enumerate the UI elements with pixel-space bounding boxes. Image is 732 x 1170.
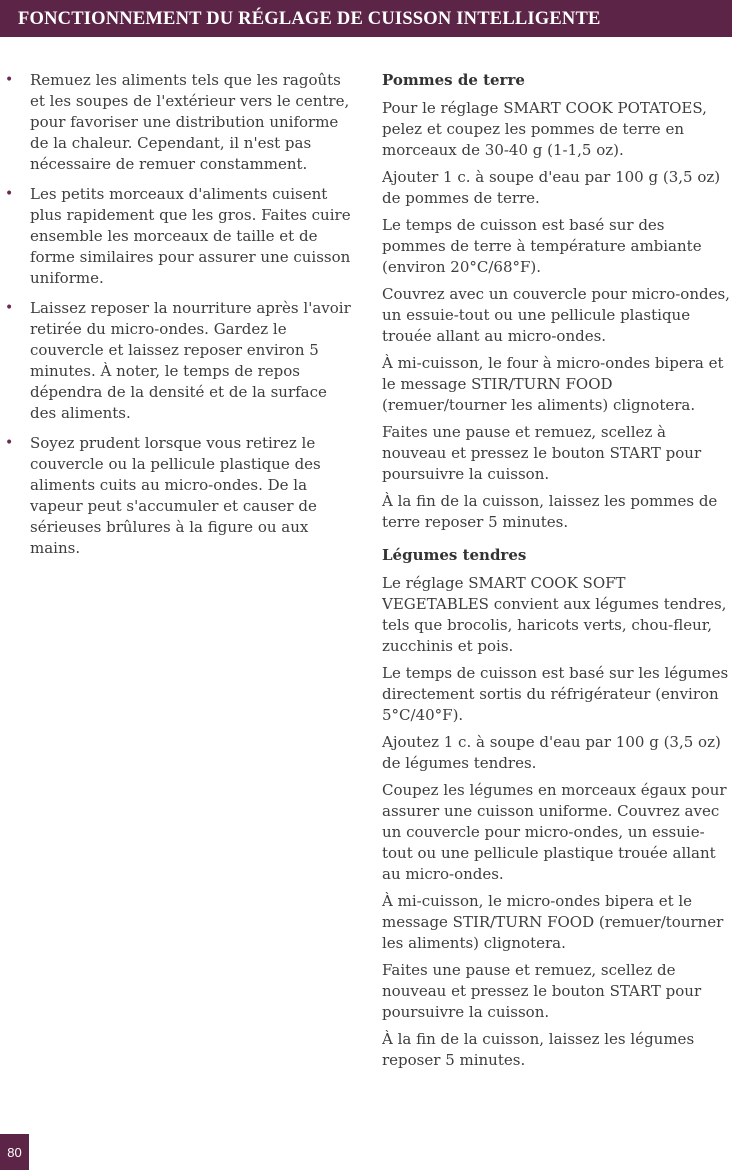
paragraph: Le temps de cuisson est basé sur les légumes directement sortis du réfrigérateur (environ 5°C/40°F). xyxy=(382,664,729,724)
section-heading: Légumes tendres xyxy=(382,546,527,564)
page-number: 80 xyxy=(0,1134,29,1170)
paragraph: Coupez les légumes en morceaux égaux pour assurer une cuisson uniforme. Couvrez avec un couvercle pour micro-ondes, un essuie-tout ou une pellicule plastique trouée allant au micro-ondes. xyxy=(382,781,727,883)
list-item-text: Les petits morceaux d'aliments cuisent plus rapidement que les gros. Faites cuire ensemble les morceaux de taille et de forme similaires pour assurer une cuisson uniforme. xyxy=(30,185,351,287)
section-soft-vegetables xyxy=(382,545,732,1071)
list-item xyxy=(0,184,355,289)
paragraph: Le réglage SMART COOK SOFT VEGETABLES convient aux légumes tendres, tels que brocolis, haricots verts, chou-fleur, zucchinis et pois. xyxy=(382,574,727,655)
bullet-dot-icon: • xyxy=(5,72,14,88)
paragraph: Faites une pause et remuez, scellez à nouveau et pressez le bouton START pour poursuivre la cuisson. xyxy=(382,423,702,483)
paragraph: Ajouter 1 c. à soupe d'eau par 100 g (3,5 oz) de pommes de terre. xyxy=(382,168,721,207)
paragraph: À mi-cuisson, le micro-ondes bipera et le message STIR/TURN FOOD (remuer/tourner les aliments) clignotera. xyxy=(382,892,724,952)
page-title: FONCTIONNEMENT DU RÉGLAGE DE CUISSON INTELLIGENTE xyxy=(18,9,601,29)
paragraph: Couvrez avec un couvercle pour micro-ondes, un essuie-tout ou une pellicule plastique trouée allant au micro-ondes. xyxy=(382,285,730,345)
list-item-text: Laissez reposer la nourriture après l'avoir retirée du micro-ondes. Gardez le couvercle et laissez reposer environ 5 minutes. À noter, le temps de repos dépendra de la densité et de la surface des aliments. xyxy=(30,299,351,422)
paragraph: À la fin de la cuisson, laissez les pommes de terre reposer 5 minutes. xyxy=(382,492,718,531)
bullet-dot-icon: • xyxy=(5,300,14,316)
list-item-text: Remuez les aliments tels que les ragoûts et les soupes de l'extérieur vers le centre, pour favoriser une distribution uniforme de la chaleur. Cependant, il n'est pas nécessaire de remuer constamment. xyxy=(30,71,350,173)
list-item xyxy=(0,433,355,559)
bullet-dot-icon: • xyxy=(5,435,14,451)
right-column xyxy=(382,70,732,1083)
paragraph: Ajoutez 1 c. à soupe d'eau par 100 g (3,5 oz) de légumes tendres. xyxy=(382,733,721,772)
paragraph: À mi-cuisson, le four à micro-ondes bipera et le message STIR/TURN FOOD (remuer/tourner les aliments) clignotera. xyxy=(382,354,724,414)
bullet-dot-icon: • xyxy=(5,186,14,202)
list-item xyxy=(0,298,355,424)
section-heading: Pommes de terre xyxy=(382,71,525,89)
section-potatoes xyxy=(382,70,732,533)
list-item xyxy=(0,70,355,175)
paragraph: Pour le réglage SMART COOK POTATOES, pelez et coupez les pommes de terre en morceaux de 30-40 g (1-1,5 oz). xyxy=(382,99,707,159)
section-header-bar xyxy=(0,0,732,37)
paragraph: Le temps de cuisson est basé sur des pommes de terre à température ambiante (environ 20°C/68°F). xyxy=(382,216,702,276)
left-column xyxy=(0,70,355,568)
paragraph: Faites une pause et remuez, scellez de nouveau et pressez le bouton START pour poursuivre la cuisson. xyxy=(382,961,702,1021)
list-item-text: Soyez prudent lorsque vous retirez le couvercle ou la pellicule plastique des aliments cuits au micro-ondes. De la vapeur peut s'accumuler et causer de sérieuses brûlures à la figure ou aux mains. xyxy=(30,434,321,557)
paragraph: À la fin de la cuisson, laissez les légumes reposer 5 minutes. xyxy=(382,1030,695,1069)
